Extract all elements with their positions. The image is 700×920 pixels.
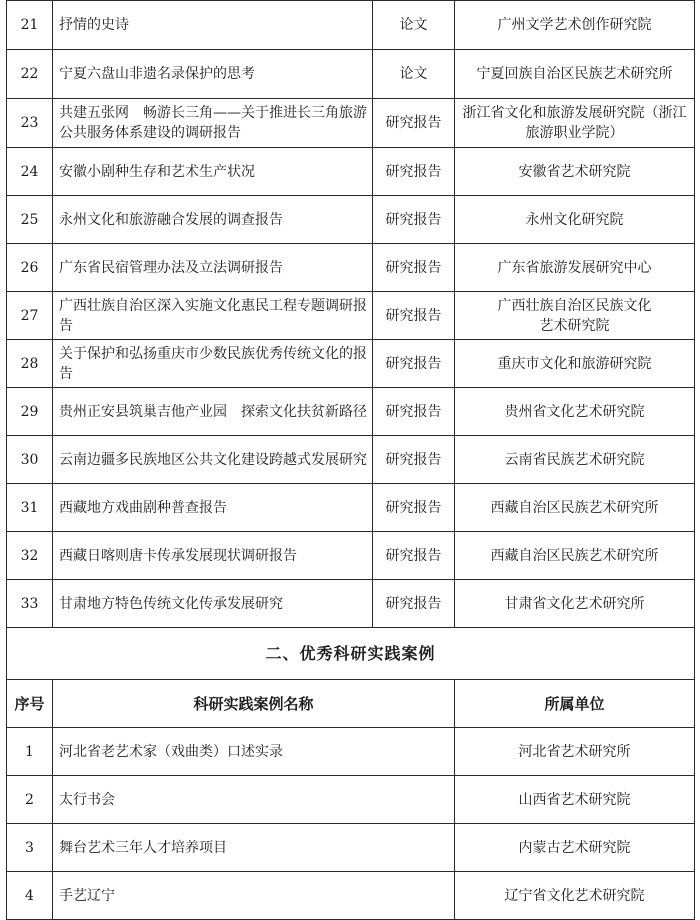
row-unit: 内蒙古艺术研究院 — [455, 824, 695, 872]
row-type: 论文 — [373, 1, 455, 50]
row-title: 广东省民宿管理办法及立法调研报告 — [53, 244, 373, 292]
table-row — [7, 1, 695, 50]
row-title: 抒情的史诗 — [53, 1, 373, 50]
row-title: 永州文化和旅游融合发展的调查报告 — [53, 196, 373, 244]
row-number: 32 — [7, 532, 53, 580]
row-type: 研究报告 — [373, 388, 455, 436]
row-unit: 山西省艺术研究院 — [455, 776, 695, 824]
row-type: 研究报告 — [373, 484, 455, 532]
table-row — [7, 388, 695, 436]
row-unit: 西藏自治区民族艺术研究所 — [455, 532, 695, 580]
row-title: 云南边疆多民族地区公共文化建设跨越式发展研究 — [53, 436, 373, 484]
table-row — [7, 872, 695, 920]
row-number: 23 — [7, 99, 53, 148]
row-unit: 辽宁省文化艺术研究院 — [455, 872, 695, 920]
row-unit: 重庆市文化和旅游研究院 — [455, 340, 695, 388]
table-row — [7, 776, 695, 824]
table-header-row — [7, 680, 695, 728]
row-number: 31 — [7, 484, 53, 532]
table-row — [7, 340, 695, 388]
row-number: 27 — [7, 292, 53, 340]
row-type: 研究报告 — [373, 244, 455, 292]
row-number: 3 — [7, 824, 53, 872]
row-number: 26 — [7, 244, 53, 292]
row-title: 西藏日喀则唐卡传承发展现状调研报告 — [53, 532, 373, 580]
row-unit: 永州文化研究院 — [455, 196, 695, 244]
table-row — [7, 99, 695, 148]
row-type: 研究报告 — [373, 436, 455, 484]
row-title: 共建五张网 畅游长三角——关于推进长三角旅游公共服务体系建设的调研报告 — [53, 99, 373, 148]
row-title: 贵州正安县筑巢吉他产业园 探索文化扶贫新路径 — [53, 388, 373, 436]
row-unit: 广西壮族自治区民族文化艺术研究院 — [455, 292, 695, 340]
row-unit: 西藏自治区民族艺术研究所 — [455, 484, 695, 532]
row-type: 研究报告 — [373, 99, 455, 148]
results-table — [6, 0, 695, 920]
row-unit: 河北省艺术研究所 — [455, 728, 695, 776]
row-title: 甘肃地方特色传统文化传承发展研究 — [53, 580, 373, 628]
row-number: 33 — [7, 580, 53, 628]
table-row — [7, 580, 695, 628]
row-title: 西藏地方戏曲剧种普查报告 — [53, 484, 373, 532]
header-unit: 所属单位 — [455, 680, 695, 728]
row-unit: 安徽省艺术研究院 — [455, 148, 695, 196]
row-number: 29 — [7, 388, 53, 436]
table-row — [7, 728, 695, 776]
row-title: 安徽小剧种生存和艺术生产状况 — [53, 148, 373, 196]
row-unit: 甘肃省文化艺术研究所 — [455, 580, 695, 628]
table-row — [7, 436, 695, 484]
row-number: 21 — [7, 1, 53, 50]
section-heading-row — [7, 628, 695, 680]
row-unit: 广州文学艺术创作研究院 — [455, 1, 695, 50]
row-number: 25 — [7, 196, 53, 244]
row-type: 研究报告 — [373, 196, 455, 244]
table-row — [7, 196, 695, 244]
row-type: 研究报告 — [373, 148, 455, 196]
row-case-name: 舞台艺术三年人才培养项目 — [53, 824, 455, 872]
row-type: 研究报告 — [373, 532, 455, 580]
table-row — [7, 244, 695, 292]
row-unit: 浙江省文化和旅游发展研究院（浙江旅游职业学院） — [455, 99, 695, 148]
row-number: 4 — [7, 872, 53, 920]
table-row — [7, 292, 695, 340]
row-number: 22 — [7, 50, 53, 99]
row-unit: 宁夏回族自治区民族艺术研究所 — [455, 50, 695, 99]
row-number: 30 — [7, 436, 53, 484]
row-number: 28 — [7, 340, 53, 388]
header-case-name: 科研实践案例名称 — [53, 680, 455, 728]
table-row — [7, 532, 695, 580]
row-type: 研究报告 — [373, 580, 455, 628]
table-row — [7, 50, 695, 99]
row-title: 宁夏六盘山非遗名录保护的思考 — [53, 50, 373, 99]
table-row — [7, 484, 695, 532]
header-number: 序号 — [7, 680, 53, 728]
row-case-name: 手艺辽宁 — [53, 872, 455, 920]
row-unit: 广东省旅游发展研究中心 — [455, 244, 695, 292]
row-unit: 贵州省文化艺术研究院 — [455, 388, 695, 436]
row-number: 24 — [7, 148, 53, 196]
row-number: 2 — [7, 776, 53, 824]
row-type: 研究报告 — [373, 292, 455, 340]
row-case-name: 太行书会 — [53, 776, 455, 824]
row-title: 广西壮族自治区深入实施文化惠民工程专题调研报告 — [53, 292, 373, 340]
row-unit: 云南省民族艺术研究院 — [455, 436, 695, 484]
row-case-name: 河北省老艺术家（戏曲类）口述实录 — [53, 728, 455, 776]
row-type: 论文 — [373, 50, 455, 99]
row-number: 1 — [7, 728, 53, 776]
row-title: 关于保护和弘扬重庆市少数民族优秀传统文化的报告 — [53, 340, 373, 388]
section-title: 二、优秀科研实践案例 — [7, 628, 695, 680]
row-type: 研究报告 — [373, 340, 455, 388]
table-row — [7, 148, 695, 196]
table-row — [7, 824, 695, 872]
